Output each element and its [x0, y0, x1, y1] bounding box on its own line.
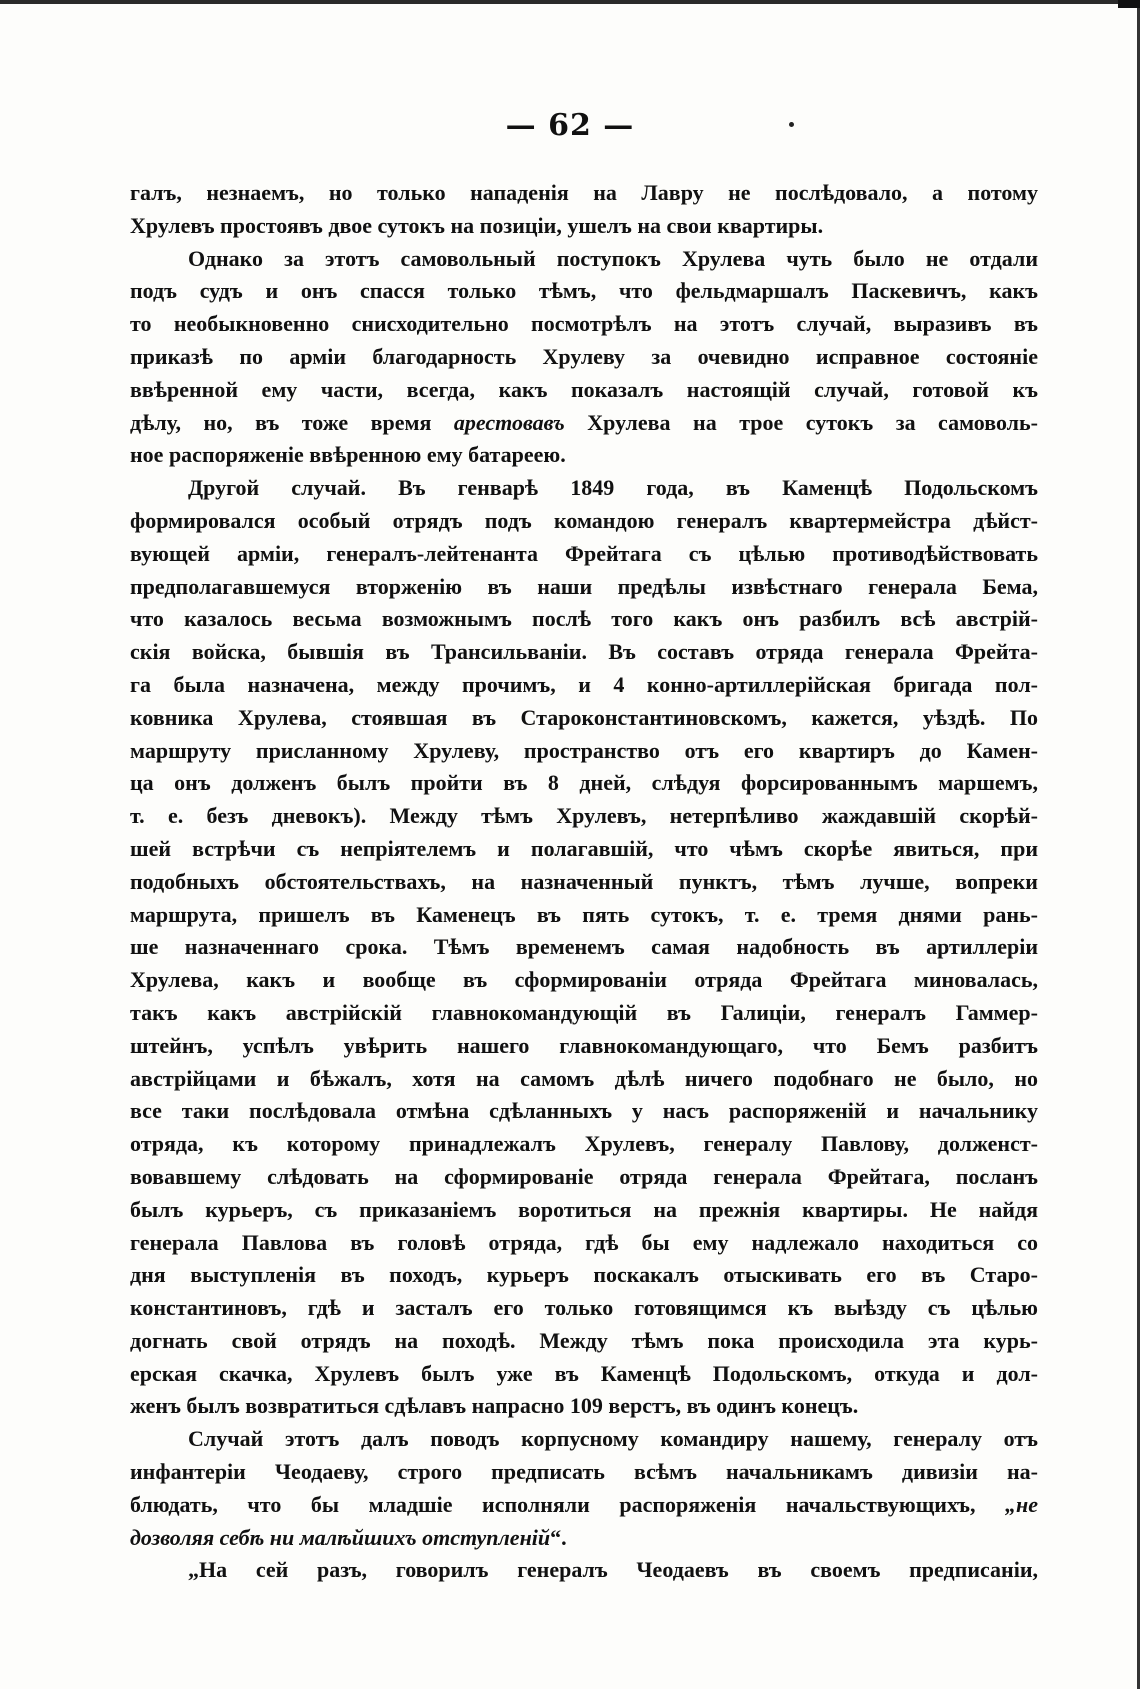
- text-line: былъ курьеръ, съ приказаніемъ воротиться на прежнія квартиры. Не найдя: [130, 1196, 1038, 1222]
- text-segment: блюдать, что бы младшіе исполняли распоряженія начальствующихъ,: [130, 1491, 1006, 1517]
- text-line: „На сей разъ, говорилъ генералъ Чеодаевъ въ своемъ предписаніи,: [188, 1557, 1038, 1583]
- text-line: ковника Хрулева, стоявшая въ Староконстантиновскомъ, кажется, уѣздѣ. По: [130, 704, 1038, 730]
- emphasized-text: дозволяя себѣ ни малѣйшихъ отступленій: [130, 1524, 551, 1550]
- text-line: штейнъ, успѣлъ увѣрить нашего главнокомандующаго, что Бемъ разбитъ: [130, 1032, 1038, 1058]
- text-line: все таки послѣдовала отмѣна сдѣланныхъ у насъ распоряженій и начальнику: [130, 1098, 1038, 1124]
- text-line: предполагавшемуся вторженію въ наши предѣлы извѣстнаго генерала Бема,: [130, 573, 1038, 599]
- text-line: такъ какъ австрійскій главнокомандующій въ Галиціи, генералъ Гаммер-: [130, 999, 1038, 1025]
- text-line: генерала Павлова въ головѣ отряда, гдѣ бы ему надлежало находиться со: [130, 1229, 1038, 1255]
- text-line: ное распоряженіе ввѣренною ему батареею.: [130, 442, 566, 468]
- emphasized-text: арестовавъ: [453, 409, 565, 435]
- text-segment: “.: [550, 1524, 567, 1550]
- text-line: вовавшему слѣдовать на сформированіе отряда генерала Фрейтага, посланъ: [130, 1163, 1038, 1189]
- text-line: Случай этотъ далъ поводъ корпусному командиру нашему, генералу отъ: [188, 1426, 1038, 1452]
- text-line: догнать свой отрядъ на походѣ. Между тѣмъ пока происходила эта курь-: [130, 1327, 1038, 1353]
- text-line: то необыкновенно снисходительно посмотрѣлъ на этотъ случай, выразивъ въ: [130, 311, 1038, 337]
- text-line: скія войска, бывшія въ Трансильваніи. Въ составъ отряда генерала Фрейта-: [130, 639, 1038, 665]
- text-line: маршруту присланному Хрулеву, пространство отъ его квартиръ до Камен-: [130, 737, 1038, 763]
- text-line: приказѣ по арміи благодарность Хрулеву за очевидно исправное состояніе: [130, 343, 1038, 369]
- scan-corner-mark: [1118, 0, 1140, 8]
- text-line: подобныхъ обстоятельствахъ, на назначенный пунктъ, тѣмъ лучше, вопреки: [130, 868, 1038, 894]
- text-line: Другой случай. Въ генварѣ 1849 года, въ Каменцѣ Подольскомъ: [188, 475, 1038, 501]
- text-line: [130, 1489, 1038, 1522]
- text-line: константиновъ, гдѣ и засталъ его только готовящимся къ выѣзду съ цѣлью: [130, 1295, 1038, 1321]
- text-segment: Хрулева на трое сутокъ за самоволь-: [564, 409, 1038, 435]
- text-line: подъ судъ и онъ спасся только тѣмъ, что фельдмаршалъ Паскевичъ, какъ: [130, 278, 1038, 304]
- text-line: Хрулевъ простоявъ двое сутокъ на позиціи, ушелъ на свои квартиры.: [130, 212, 824, 238]
- text-line: дня выступленія въ походъ, курьеръ поскакалъ отыскивать его въ Старо-: [130, 1262, 1038, 1288]
- text-line: отряда, къ которому принадлежалъ Хрулевъ, генералу Павлову, долженст-: [130, 1131, 1038, 1157]
- text-line: женъ былъ возвратиться сдѣлавъ напрасно 109 верстъ, въ одинъ конецъ.: [130, 1393, 859, 1419]
- text-line: Хрулева, какъ и вообще въ сформированіи отряда Фрейтага миновалась,: [130, 967, 1038, 993]
- text-line: [130, 1522, 1038, 1555]
- text-line: ерская скачка, Хрулевъ былъ уже въ Каменцѣ Подольскомъ, откуда и дол-: [130, 1360, 1038, 1386]
- text-segment: дѣлу, но, въ тоже время: [130, 409, 454, 435]
- text-line: ввѣренной ему части, всегда, какъ показалъ настоящій случай, готовой къ: [130, 376, 1038, 402]
- text-line: формировался особый отрядъ подъ командою генералъ квартермейстра дѣйст-: [130, 507, 1038, 533]
- page-number: — 62 —: [505, 108, 635, 143]
- body-text: [130, 177, 1038, 1587]
- text-line: маршрута, пришелъ въ Каменецъ въ пять сутокъ, т. е. тремя днями рань-: [130, 901, 1038, 927]
- text-line: австрійцами и бѣжалъ, хотя на самомъ дѣлѣ ничего подобнаго не было, но: [130, 1065, 1038, 1091]
- text-line: Однако за этотъ самовольный поступокъ Хрулева чуть было не отдали: [188, 245, 1038, 271]
- text-line: что казалось весьма возможнымъ послѣ того какъ онъ разбилъ всѣ австрій-: [130, 606, 1038, 632]
- ink-dot: [789, 122, 794, 127]
- text-line: инфантеріи Чеодаеву, строго предписать всѣмъ начальникамъ дивизіи на-: [130, 1459, 1038, 1485]
- text-line: ца онъ долженъ былъ пройти въ 8 дней, слѣдуя форсированнымъ маршемъ,: [130, 770, 1038, 796]
- text-line: шей встрѣчи съ непріятелемъ и полагавшій, что чѣмъ скорѣе явиться, при: [130, 835, 1038, 861]
- text-line: т. е. безъ дневокъ). Между тѣмъ Хрулевъ, нетерпѣливо жаждавшій скорѣй-: [130, 803, 1038, 829]
- scan-top-edge: [0, 0, 1140, 4]
- text-line: [130, 407, 1038, 440]
- text-line: вующей арміи, генералъ-лейтенанта Фрейтага съ цѣлью противодѣйствовать: [130, 540, 1038, 566]
- text-line: ше назначеннаго срока. Тѣмъ временемъ самая надобность въ артиллеріи: [130, 934, 1038, 960]
- text-line: га была назначена, между прочимъ, и 4 конно-артиллерійская бригада пол-: [130, 671, 1038, 697]
- text-line: галъ, незнаемъ, но только нападенія на Лавру не послѣдовало, а потому: [130, 180, 1038, 205]
- emphasized-text: „не: [1005, 1491, 1038, 1517]
